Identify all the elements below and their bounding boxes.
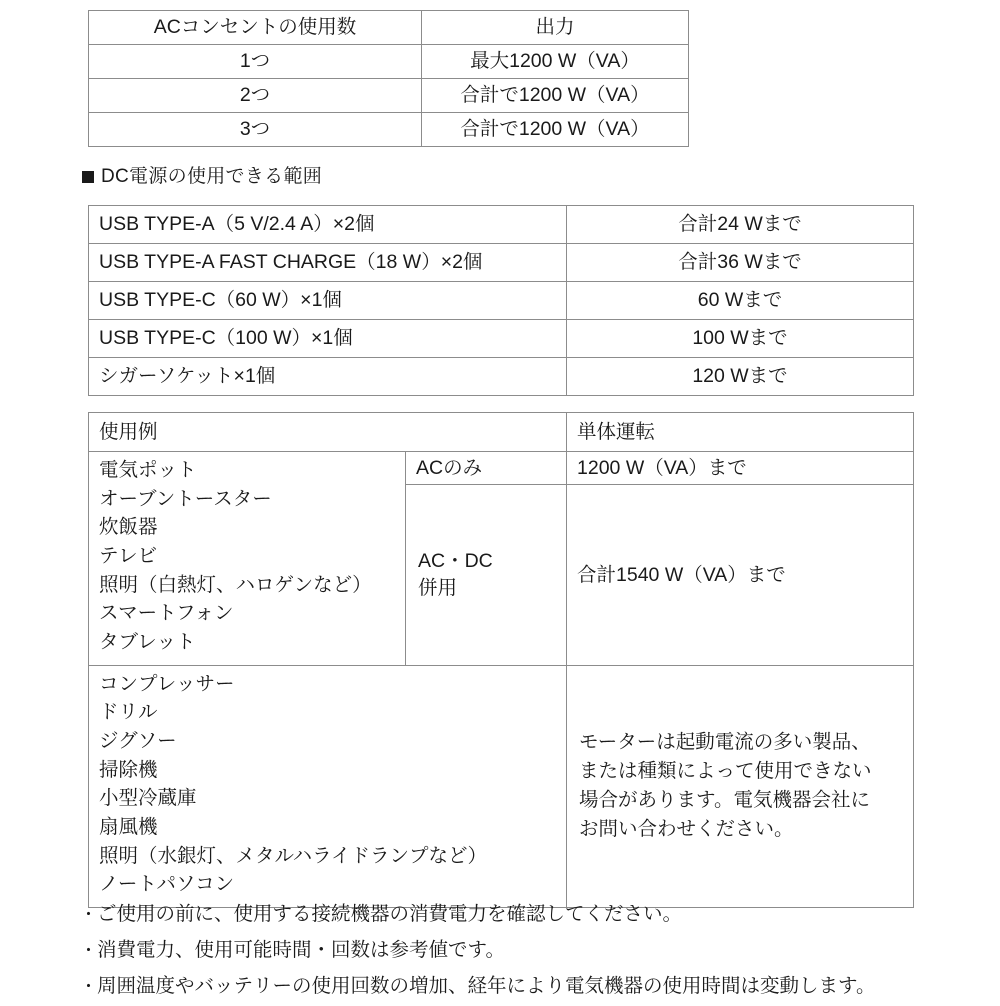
dc-limit-usb-a-fast: [567, 244, 914, 282]
dc-port-usb-c-100-label: USB TYPE-C（100 W）×1個: [99, 327, 353, 350]
filled-square-icon: [82, 171, 94, 183]
dc-limit-cigar-socket: [567, 358, 914, 396]
dc-port-cigar-socket-label: シガーソケット×1個: [99, 365, 276, 388]
dc-port-usb-a-fast-label: USB TYPE-A FAST CHARGE（18 W）×2個: [99, 251, 483, 274]
dc-limit-cigar-socket-value: 120 Wまで: [692, 365, 788, 388]
list-item: 小型冷蔵庫: [99, 787, 197, 810]
ac-outlet-table: [88, 10, 689, 147]
dc-limit-usb-a: [567, 206, 914, 244]
dc-limit-usb-a-value: 合計24 Wまで: [678, 213, 802, 236]
list-item: オーブントースター: [99, 487, 272, 510]
usage-header-operation: [567, 413, 914, 452]
dc-power-range-table: [88, 205, 914, 396]
table-row: [89, 452, 914, 485]
usage-example-table: [88, 412, 914, 908]
usage-limit-ac-only-value: 1200 W（VA）まで: [577, 457, 747, 479]
ac-outlet-count-1-value: 1つ: [239, 50, 271, 73]
ac-outlet-output-3: [422, 113, 689, 147]
footnote-item-text: ご使用の前に、使用する接続機器の消費電力を確認してください。: [97, 903, 683, 925]
footnote-item: [80, 970, 980, 998]
table-row: [89, 282, 914, 320]
usage-appliance-list-ac-dc: [89, 452, 406, 666]
dc-section-heading: [82, 161, 322, 188]
ac-outlet-output-3-value: 合計で1200 W（VA）: [460, 118, 650, 141]
table-row: [89, 413, 914, 452]
list-item: 照明（白熱灯、ハロゲンなど）: [99, 573, 372, 596]
footnote-item-text: 周囲温度やバッテリーの使用回数の増加、経年により電気機器の使用時間は変動します。: [97, 975, 876, 997]
usage-header-examples: [89, 413, 567, 452]
ac-outlet-count-1: [89, 45, 422, 79]
ac-outlet-output-1: [422, 45, 689, 79]
ac-outlet-output-2: [422, 79, 689, 113]
ac-outlet-header-output: [422, 11, 689, 45]
usage-motor-note-line1: モーターは起動電流の多い製品、: [579, 730, 871, 753]
table-row: [89, 113, 689, 147]
usage-mode-ac-dc: [406, 485, 567, 665]
table-row: [89, 79, 689, 113]
ac-outlet-count-2-value: 2つ: [239, 84, 271, 107]
usage-limit-ac-dc-value: 合計1540 W（VA）まで: [577, 563, 786, 586]
table-row: [89, 665, 914, 907]
usage-appliance-list-ac-dc-items: [89, 452, 405, 665]
list-item: ドリル: [99, 701, 158, 724]
footnote-item: [80, 934, 980, 962]
ac-outlet-header-output-label: 出力: [535, 16, 575, 39]
usage-header-examples-label: 使用例: [99, 420, 158, 443]
usage-mode-ac-dc-line2: 併用: [418, 576, 458, 599]
usage-motor-note: [567, 665, 914, 907]
table-row: [89, 358, 914, 396]
list-item: 電気ポット: [99, 459, 197, 481]
usage-appliance-list-motor: [89, 665, 567, 907]
usage-motor-note-text: [567, 725, 913, 848]
table-row: [89, 320, 914, 358]
usage-motor-note-line3: 場合があります。電気機器会社に: [579, 789, 870, 812]
dc-port-usb-a-fast: [89, 244, 567, 282]
dc-port-cigar-socket: [89, 358, 567, 396]
table-row: [89, 45, 689, 79]
footnote-item-text: 消費電力、使用可能時間・回数は参考値です。: [97, 939, 505, 961]
dc-limit-usb-c-60: [567, 282, 914, 320]
dc-limit-usb-c-100: [567, 320, 914, 358]
ac-outlet-output-1-value: 最大1200 W（VA）: [470, 50, 640, 73]
dc-port-usb-c-100: [89, 320, 567, 358]
list-item: ジグソー: [99, 729, 177, 752]
list-item: タブレット: [99, 630, 196, 653]
list-item: ノートパソコン: [99, 873, 235, 896]
dc-port-usb-a: [89, 206, 567, 244]
list-item: コンプレッサー: [99, 672, 235, 695]
list-item: 炊飯器: [99, 516, 158, 539]
dc-limit-usb-c-100-value: 100 Wまで: [692, 327, 788, 350]
ac-outlet-output-2-value: 合計で1200 W（VA）: [460, 84, 650, 107]
bullet-icon: ・: [80, 905, 97, 924]
usage-appliance-list-motor-items: [89, 666, 566, 907]
ac-outlet-count-3-value: 3つ: [239, 118, 271, 141]
list-item: スマートフォン: [99, 602, 234, 625]
table-row: [89, 206, 914, 244]
usage-header-operation-label: 単体運転: [577, 420, 656, 443]
ac-outlet-count-2: [89, 79, 422, 113]
dc-limit-usb-c-60-value: 60 Wまで: [697, 289, 783, 312]
dc-section-heading-text: DC電源の使用できる範囲: [101, 166, 323, 187]
usage-mode-ac-dc-label: [406, 545, 566, 606]
list-item: テレビ: [99, 544, 158, 567]
table-row: [89, 244, 914, 282]
list-item: 照明（水銀灯、メタルハライドランプなど）: [99, 844, 488, 867]
ac-outlet-count-3: [89, 113, 422, 147]
ac-outlet-header-count: [89, 11, 422, 45]
dc-port-usb-a-label: USB TYPE-A（5 V/2.4 A）×2個: [99, 213, 375, 236]
usage-limit-ac-only: [567, 452, 914, 485]
footnote-list: [80, 898, 980, 1006]
usage-motor-note-line2: または種類によって使用できない: [579, 759, 872, 782]
list-item: 掃除機: [99, 758, 158, 781]
usage-mode-ac-only-label: ACのみ: [416, 457, 483, 479]
usage-mode-ac-dc-line1: AC・DC: [418, 549, 493, 572]
dc-port-usb-c-60: [89, 282, 567, 320]
ac-outlet-header-count-label: ACコンセントの使用数: [153, 16, 357, 39]
bullet-icon: ・: [80, 941, 97, 960]
usage-motor-note-line4: お問い合わせください。: [579, 818, 794, 841]
dc-port-usb-c-60-label: USB TYPE-C（60 W）×1個: [99, 289, 342, 312]
usage-mode-ac-only: [406, 452, 567, 485]
dc-limit-usb-a-fast-value: 合計36 Wまで: [678, 251, 802, 274]
list-item: 扇風機: [99, 815, 158, 838]
footnote-item: [80, 898, 980, 926]
usage-limit-ac-dc: [567, 485, 914, 665]
bullet-icon: ・: [80, 977, 97, 996]
table-row: [89, 11, 689, 45]
